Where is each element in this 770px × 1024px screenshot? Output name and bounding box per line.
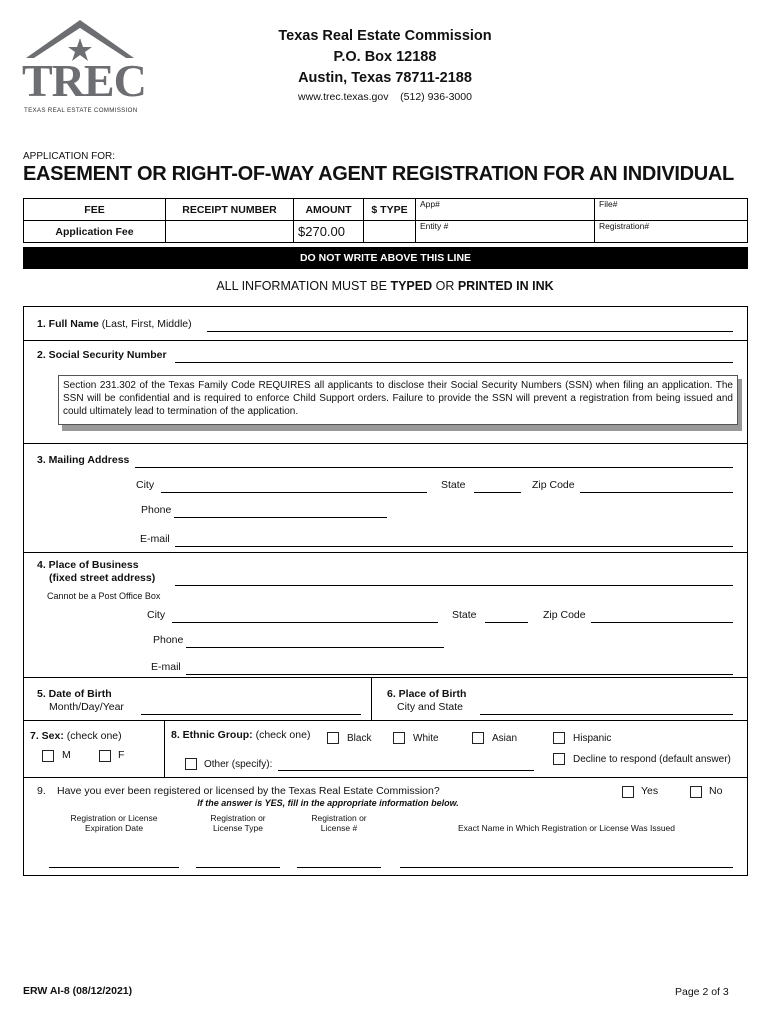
ethnic-black-label: Black bbox=[347, 733, 372, 744]
form-title: EASEMENT OR RIGHT-OF-WAY AGENT REGISTRATION FOR AN INDIVIDUAL bbox=[23, 163, 734, 185]
col-license-number-header bbox=[297, 813, 381, 833]
col-exact-name-header: Exact Name in Which Registration or License Was Issued bbox=[458, 823, 675, 833]
ssn-notice-box bbox=[58, 375, 738, 425]
sex-female-label: F bbox=[118, 749, 125, 761]
mailing-state-label: State bbox=[441, 479, 466, 491]
license-type-field[interactable] bbox=[196, 854, 280, 868]
col1-line2: Expiration Date bbox=[84, 823, 144, 833]
divider-3 bbox=[23, 552, 748, 553]
logo-text: TREC bbox=[22, 55, 146, 106]
full-name-field[interactable] bbox=[207, 318, 733, 332]
col2-line2: License Type bbox=[213, 823, 263, 833]
col-fee: FEE bbox=[24, 199, 166, 221]
ethnic-other-label: Other (specify): bbox=[204, 759, 273, 770]
ethnic-white-checkbox[interactable] bbox=[393, 732, 405, 744]
q8-hint: (check one) bbox=[252, 729, 311, 741]
ethnic-hispanic-checkbox[interactable] bbox=[553, 732, 565, 744]
ethnic-white-label: White bbox=[413, 733, 439, 744]
divider-4 bbox=[23, 677, 748, 678]
full-name-label bbox=[37, 318, 192, 331]
form-id: ERW AI-8 (08/12/2021) bbox=[23, 985, 133, 997]
mailing-email-label: E-mail bbox=[140, 533, 170, 545]
mailing-zip-field[interactable] bbox=[580, 479, 733, 493]
q1-hint: (Last, First, Middle) bbox=[98, 318, 192, 330]
business-email-field[interactable] bbox=[186, 661, 733, 675]
sex-label bbox=[30, 730, 122, 743]
q8-label: 8. Ethnic Group: bbox=[171, 729, 253, 741]
pob-label: 6. Place of Birth bbox=[387, 688, 467, 700]
business-city-field[interactable] bbox=[172, 609, 438, 623]
mailing-address-label: 3. Mailing Address bbox=[37, 454, 130, 466]
col2-line1: Registration or bbox=[210, 813, 266, 823]
page-number: Page 2 of 3 bbox=[675, 986, 729, 998]
ethnic-black-checkbox[interactable] bbox=[327, 732, 339, 744]
exact-name-field[interactable] bbox=[400, 854, 733, 868]
q7-label: 7. Sex: bbox=[30, 730, 64, 742]
ethnic-hispanic-label: Hispanic bbox=[573, 733, 612, 744]
mailing-city-field[interactable] bbox=[161, 479, 427, 493]
ethnic-decline-checkbox[interactable] bbox=[553, 753, 565, 765]
divider-5 bbox=[23, 720, 748, 721]
ethnic-decline-label: Decline to respond (default answer) bbox=[573, 754, 731, 765]
trec-logo bbox=[22, 18, 146, 116]
logo-subtitle: TEXAS REAL ESTATE COMMISSION bbox=[24, 107, 138, 114]
app-number-cell: App# bbox=[416, 199, 595, 221]
ssn-notice-text: Section 231.302 of the Texas Family Code REQUIRES all applicants to disclose their Social Security Numbers (SSN) when filing an application. The SSN will be confidential and is required to enforce Child Support orders. Failure to provide the SSN will prevent a registration from being issued and could ultimately lead to termination of the application. bbox=[63, 380, 733, 417]
col-expiration-header bbox=[52, 813, 176, 833]
ssn-field[interactable] bbox=[175, 349, 733, 363]
mailing-address-field[interactable] bbox=[135, 454, 733, 468]
city-line: Austin, Texas 78711-2188 bbox=[298, 70, 472, 86]
q1-label: 1. Full Name bbox=[37, 318, 99, 330]
divider-v78 bbox=[164, 720, 165, 777]
q7-hint: (check one) bbox=[63, 730, 122, 742]
do-not-write-banner: DO NOT WRITE ABOVE THIS LINE bbox=[23, 247, 748, 269]
application-for: APPLICATION FOR: bbox=[23, 151, 116, 162]
business-email-label: E-mail bbox=[151, 661, 181, 673]
notice-middle: OR bbox=[432, 279, 458, 293]
mailing-email-field[interactable] bbox=[175, 533, 733, 547]
col3-line1: Registration or bbox=[311, 813, 367, 823]
notice-printed: PRINTED IN INK bbox=[457, 279, 554, 293]
ssn-label: 2. Social Security Number bbox=[37, 349, 167, 361]
divider-1 bbox=[23, 340, 748, 341]
business-state-field[interactable] bbox=[485, 609, 528, 623]
ethnic-asian-label: Asian bbox=[492, 733, 518, 744]
ethnic-other-field[interactable] bbox=[278, 757, 534, 771]
ink-notice bbox=[0, 279, 770, 293]
po-box-note: Cannot be a Post Office Box bbox=[47, 591, 161, 601]
q9-question: Have you ever been registered or licensed by the Texas Real Estate Commission? bbox=[57, 785, 440, 797]
sex-male-checkbox[interactable] bbox=[42, 750, 54, 762]
divider-2 bbox=[23, 443, 748, 444]
ethnic-other-checkbox[interactable] bbox=[185, 758, 197, 770]
ethnic-asian-checkbox[interactable] bbox=[472, 732, 484, 744]
col1-line1: Registration or License bbox=[70, 813, 158, 823]
ethnic-group-label bbox=[171, 729, 310, 742]
expiration-date-field[interactable] bbox=[49, 854, 179, 868]
business-address-field[interactable] bbox=[175, 572, 733, 586]
notice-typed: TYPED bbox=[390, 279, 433, 293]
q9-subtext: If the answer is YES, fill in the appropriate information below. bbox=[197, 798, 459, 808]
registration-number-cell: Registration# bbox=[595, 221, 748, 243]
business-zip-label: Zip Code bbox=[543, 609, 586, 621]
application-fee-label: Application Fee bbox=[24, 221, 166, 243]
col-type: $ TYPE bbox=[364, 199, 416, 221]
po-box: P.O. Box 12188 bbox=[333, 49, 437, 65]
col-amount: AMOUNT bbox=[294, 199, 364, 221]
mailing-zip-label: Zip Code bbox=[532, 479, 575, 491]
license-number-field[interactable] bbox=[297, 854, 381, 868]
q9-no-checkbox[interactable] bbox=[690, 786, 702, 798]
pob-sub: City and State bbox=[397, 701, 463, 713]
file-number-cell: File# bbox=[595, 199, 748, 221]
divider-6 bbox=[23, 777, 748, 778]
mailing-city-label: City bbox=[136, 479, 155, 491]
q9-yes-checkbox[interactable] bbox=[622, 786, 634, 798]
business-zip-field[interactable] bbox=[591, 609, 733, 623]
org-name: Texas Real Estate Commission bbox=[278, 28, 492, 44]
business-phone-label: Phone bbox=[153, 634, 184, 646]
col-receipt: RECEIPT NUMBER bbox=[166, 199, 294, 221]
business-state-label: State bbox=[452, 609, 477, 621]
entity-number-cell: Entity # bbox=[416, 221, 595, 243]
q9-yes-label: Yes bbox=[641, 785, 659, 797]
divider-v56 bbox=[371, 677, 372, 720]
col3-line2: License # bbox=[320, 823, 358, 833]
place-of-business-sub: (fixed street address) bbox=[49, 572, 156, 584]
web-phone: www.trec.texas.gov (512) 936-3000 bbox=[298, 91, 472, 103]
mailing-state-field[interactable] bbox=[474, 479, 521, 493]
col-license-type-header bbox=[196, 813, 280, 833]
sex-female-checkbox[interactable] bbox=[99, 750, 111, 762]
dob-label: 5. Date of Birth bbox=[37, 688, 112, 700]
business-phone-field[interactable] bbox=[186, 634, 444, 648]
business-city-label: City bbox=[147, 609, 166, 621]
dob-field[interactable] bbox=[141, 701, 361, 715]
q9-number: 9. bbox=[37, 785, 46, 797]
notice-prefix: ALL INFORMATION MUST BE bbox=[216, 279, 391, 293]
fee-table bbox=[23, 198, 748, 243]
mailing-phone-field[interactable] bbox=[174, 504, 387, 518]
amount-value: $270.00 bbox=[294, 221, 364, 243]
pob-field[interactable] bbox=[480, 701, 733, 715]
type-cell bbox=[364, 221, 416, 243]
mailing-phone-label: Phone bbox=[141, 504, 172, 516]
sex-male-label: M bbox=[62, 749, 71, 761]
receipt-number-cell bbox=[166, 221, 294, 243]
place-of-business-label: 4. Place of Business bbox=[37, 559, 139, 571]
dob-sub: Month/Day/Year bbox=[49, 701, 124, 713]
q9-no-label: No bbox=[709, 785, 723, 797]
